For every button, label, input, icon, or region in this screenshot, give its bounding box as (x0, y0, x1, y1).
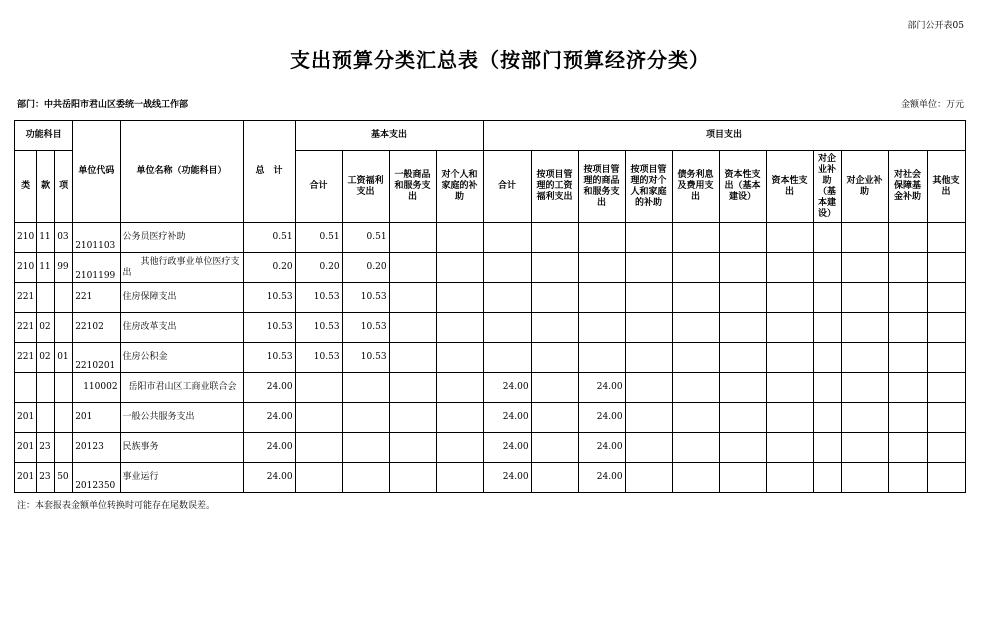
cell-name: 住房公积金 (120, 343, 243, 373)
amount-unit-label: 金额单位：万元 (900, 100, 964, 110)
header-proj-enterprise: 对企业补助 (841, 151, 888, 223)
footnote: 注：本套报表金额单位转换时可能存在尾数误差。 (17, 501, 216, 511)
cell-empty (766, 433, 813, 463)
cell-basic-personal (436, 463, 483, 493)
header-basic-sum: 合计 (295, 151, 342, 223)
header-proj-sum: 合计 (483, 151, 531, 223)
cell-empty (625, 343, 672, 373)
cell-empty (813, 253, 841, 283)
cell-empty (766, 313, 813, 343)
table-row (15, 403, 966, 433)
cell-empty (813, 403, 841, 433)
cell-name: 民族事务 (120, 433, 243, 463)
cell-name: 公务员医疗补助 (120, 223, 243, 253)
cell-empty (888, 283, 927, 313)
cell-name: 住房保障支出 (120, 283, 243, 313)
cell-total: 24.00 (243, 463, 295, 493)
cell-lei (15, 373, 37, 403)
cell-empty (888, 223, 927, 253)
cell-basic-wage (342, 433, 389, 463)
cell-basic-goods (389, 313, 436, 343)
cell-empty (888, 403, 927, 433)
budget-table (14, 120, 966, 493)
cell-basic-personal (436, 343, 483, 373)
cell-kuan: 23 (37, 463, 55, 493)
table-row (15, 313, 966, 343)
cell-empty (719, 253, 766, 283)
cell-empty (766, 283, 813, 313)
cell-basic-personal (436, 223, 483, 253)
cell-kuan (37, 403, 55, 433)
cell-proj-sum: 24.00 (483, 463, 531, 493)
cell-empty (927, 343, 965, 373)
table-row (15, 343, 966, 373)
cell-empty (813, 313, 841, 343)
cell-empty (672, 373, 719, 403)
cell-total: 0.51 (243, 223, 295, 253)
header-basic-goods: 一般商品和服务支出 (389, 151, 436, 223)
cell-empty (672, 433, 719, 463)
cell-basic-goods (389, 373, 436, 403)
cell-code: 2012350 (73, 463, 120, 493)
cell-empty (841, 223, 888, 253)
cell-basic-sum: 10.53 (295, 283, 342, 313)
cell-empty (927, 253, 965, 283)
cell-empty (625, 223, 672, 253)
cell-empty (841, 433, 888, 463)
cell-proj-sum (483, 283, 531, 313)
cell-empty (927, 313, 965, 343)
cell-total: 10.53 (243, 343, 295, 373)
cell-code: 221 (73, 283, 120, 313)
cell-xiang: 03 (55, 223, 73, 253)
cell-basic-goods (389, 433, 436, 463)
cell-empty (813, 463, 841, 493)
cell-proj-wage (531, 463, 578, 493)
cell-empty (672, 223, 719, 253)
cell-total: 24.00 (243, 433, 295, 463)
cell-basic-goods (389, 403, 436, 433)
cell-name: 事业运行 (120, 463, 243, 493)
header-kuan: 款 (37, 151, 55, 223)
header-total: 总 计 (243, 121, 295, 223)
header-proj-wage: 按项目管理的工资福利支出 (531, 151, 578, 223)
cell-empty (841, 403, 888, 433)
cell-empty (927, 373, 965, 403)
cell-empty (766, 343, 813, 373)
cell-lei: 221 (15, 283, 37, 313)
cell-empty (813, 343, 841, 373)
cell-kuan: 02 (37, 313, 55, 343)
cell-kuan (37, 283, 55, 313)
cell-name: 岳阳市君山区工商业联合会 (120, 373, 243, 403)
cell-basic-personal (436, 313, 483, 343)
cell-code: 2101103 (73, 223, 120, 253)
cell-empty (672, 403, 719, 433)
cell-basic-wage: 0.20 (342, 253, 389, 283)
header-basic-wage: 工资福利支出 (342, 151, 389, 223)
form-number: 部门公开表05 (907, 21, 964, 31)
cell-proj-goods (578, 223, 625, 253)
header-proj-capital-basic: 资本性支出（基本建设） (719, 151, 766, 223)
cell-proj-goods: 24.00 (578, 373, 625, 403)
cell-empty (841, 463, 888, 493)
cell-proj-wage (531, 283, 578, 313)
cell-kuan: 23 (37, 433, 55, 463)
table-row (15, 223, 966, 253)
cell-lei: 221 (15, 313, 37, 343)
cell-xiang (55, 373, 73, 403)
cell-kuan: 11 (37, 253, 55, 283)
cell-proj-goods (578, 313, 625, 343)
cell-basic-personal (436, 253, 483, 283)
cell-empty (888, 343, 927, 373)
cell-proj-goods: 24.00 (578, 463, 625, 493)
cell-code: 22102 (73, 313, 120, 343)
cell-basic-sum: 10.53 (295, 313, 342, 343)
cell-empty (625, 433, 672, 463)
table-row (15, 283, 966, 313)
cell-basic-sum: 10.53 (295, 343, 342, 373)
cell-empty (927, 403, 965, 433)
cell-name: 其他行政事业单位医疗支出 (120, 253, 243, 283)
cell-basic-wage (342, 373, 389, 403)
cell-xiang (55, 403, 73, 433)
cell-proj-wage (531, 373, 578, 403)
cell-empty (625, 253, 672, 283)
cell-basic-goods (389, 253, 436, 283)
cell-empty (672, 463, 719, 493)
cell-empty (813, 283, 841, 313)
cell-proj-sum (483, 343, 531, 373)
cell-empty (927, 283, 965, 313)
cell-basic-wage: 10.53 (342, 313, 389, 343)
cell-proj-goods (578, 283, 625, 313)
cell-proj-sum (483, 223, 531, 253)
cell-proj-sum (483, 253, 531, 283)
cell-empty (625, 403, 672, 433)
cell-empty (813, 433, 841, 463)
cell-total: 0.20 (243, 253, 295, 283)
header-func-subject: 功能科目 (15, 121, 73, 151)
header-proj-capital: 资本性支出 (766, 151, 813, 223)
cell-basic-goods (389, 343, 436, 373)
cell-empty (841, 253, 888, 283)
cell-empty (766, 463, 813, 493)
cell-proj-goods: 24.00 (578, 403, 625, 433)
table-row (15, 463, 966, 493)
cell-empty (766, 373, 813, 403)
cell-empty (888, 373, 927, 403)
cell-basic-personal (436, 373, 483, 403)
cell-empty (888, 253, 927, 283)
cell-empty (813, 373, 841, 403)
cell-basic-sum: 0.20 (295, 253, 342, 283)
header-proj-other: 其他支出 (927, 151, 965, 223)
table-row (15, 253, 966, 283)
cell-proj-goods (578, 253, 625, 283)
cell-proj-wage (531, 223, 578, 253)
cell-proj-sum (483, 313, 531, 343)
cell-basic-goods (389, 223, 436, 253)
cell-proj-wage (531, 433, 578, 463)
cell-empty (672, 253, 719, 283)
cell-kuan (37, 373, 55, 403)
cell-xiang (55, 313, 73, 343)
header-proj-debt: 债务利息及费用支出 (672, 151, 719, 223)
cell-empty (766, 223, 813, 253)
cell-xiang: 99 (55, 253, 73, 283)
cell-basic-goods (389, 463, 436, 493)
cell-name: 一般公共服务支出 (120, 403, 243, 433)
cell-basic-sum: 0.51 (295, 223, 342, 253)
header-unit-code: 单位代码 (73, 121, 120, 223)
cell-xiang (55, 433, 73, 463)
cell-lei: 201 (15, 403, 37, 433)
header-proj-personal: 按项目管理的对个人和家庭的补助 (625, 151, 672, 223)
header-unit-name: 单位名称（功能科目） (120, 121, 243, 223)
cell-code: 201 (73, 403, 120, 433)
cell-basic-sum (295, 463, 342, 493)
cell-lei: 201 (15, 463, 37, 493)
cell-kuan: 02 (37, 343, 55, 373)
cell-empty (625, 463, 672, 493)
cell-proj-wage (531, 403, 578, 433)
cell-empty (625, 373, 672, 403)
cell-basic-wage: 10.53 (342, 283, 389, 313)
cell-proj-wage (531, 343, 578, 373)
page-title: 支出预算分类汇总表（按部门预算经济分类） (290, 48, 710, 72)
table-row (15, 373, 966, 403)
cell-empty (719, 343, 766, 373)
cell-xiang (55, 283, 73, 313)
cell-basic-sum (295, 433, 342, 463)
cell-proj-goods: 24.00 (578, 433, 625, 463)
cell-basic-personal (436, 283, 483, 313)
cell-empty (813, 223, 841, 253)
cell-basic-goods (389, 283, 436, 313)
cell-empty (927, 433, 965, 463)
cell-basic-personal (436, 403, 483, 433)
header-proj-social: 对社会保障基金补助 (888, 151, 927, 223)
header-lei: 类 (15, 151, 37, 223)
cell-empty (719, 223, 766, 253)
cell-proj-sum: 24.00 (483, 403, 531, 433)
cell-empty (888, 463, 927, 493)
cell-lei: 210 (15, 253, 37, 283)
cell-code: 2101199 (73, 253, 120, 283)
cell-empty (625, 283, 672, 313)
header-basic-personal: 对个人和家庭的补助 (436, 151, 483, 223)
cell-proj-sum: 24.00 (483, 433, 531, 463)
header-proj-enterprise-basic: 对企业补助（基本建设） (813, 151, 841, 223)
cell-xiang: 50 (55, 463, 73, 493)
cell-basic-sum (295, 373, 342, 403)
header-xiang: 项 (55, 151, 73, 223)
cell-lei: 210 (15, 223, 37, 253)
cell-total: 24.00 (243, 373, 295, 403)
cell-code: 2210201 (73, 343, 120, 373)
cell-empty (719, 283, 766, 313)
cell-empty (672, 313, 719, 343)
cell-basic-wage (342, 463, 389, 493)
cell-empty (766, 403, 813, 433)
cell-proj-sum: 24.00 (483, 373, 531, 403)
cell-basic-personal (436, 433, 483, 463)
cell-total: 10.53 (243, 283, 295, 313)
cell-total: 24.00 (243, 403, 295, 433)
cell-basic-wage: 0.51 (342, 223, 389, 253)
cell-empty (841, 283, 888, 313)
cell-lei: 221 (15, 343, 37, 373)
cell-kuan: 11 (37, 223, 55, 253)
cell-empty (719, 313, 766, 343)
cell-basic-wage: 10.53 (342, 343, 389, 373)
cell-empty (888, 313, 927, 343)
cell-empty (719, 433, 766, 463)
cell-code: 20123 (73, 433, 120, 463)
cell-empty (672, 283, 719, 313)
cell-empty (927, 463, 965, 493)
cell-proj-wage (531, 253, 578, 283)
cell-empty (927, 223, 965, 253)
cell-empty (719, 403, 766, 433)
cell-empty (841, 343, 888, 373)
cell-lei: 201 (15, 433, 37, 463)
header-basic-expenditure: 基本支出 (295, 121, 483, 151)
cell-basic-sum (295, 403, 342, 433)
cell-name: 住房改革支出 (120, 313, 243, 343)
cell-proj-goods (578, 343, 625, 373)
cell-empty (841, 313, 888, 343)
header-proj-goods: 按项目管理的商品和服务支出 (578, 151, 625, 223)
cell-empty (719, 373, 766, 403)
cell-basic-wage (342, 403, 389, 433)
cell-empty (841, 373, 888, 403)
cell-proj-wage (531, 313, 578, 343)
cell-empty (766, 253, 813, 283)
table-row (15, 433, 966, 463)
cell-empty (719, 463, 766, 493)
cell-total: 10.53 (243, 313, 295, 343)
cell-empty (625, 313, 672, 343)
cell-code: 110002 (73, 373, 120, 403)
cell-empty (888, 433, 927, 463)
header-project-expenditure: 项目支出 (483, 121, 965, 151)
cell-xiang: 01 (55, 343, 73, 373)
department-label: 部门：中共岳阳市君山区委统一战线工作部 (17, 100, 189, 110)
cell-empty (672, 343, 719, 373)
